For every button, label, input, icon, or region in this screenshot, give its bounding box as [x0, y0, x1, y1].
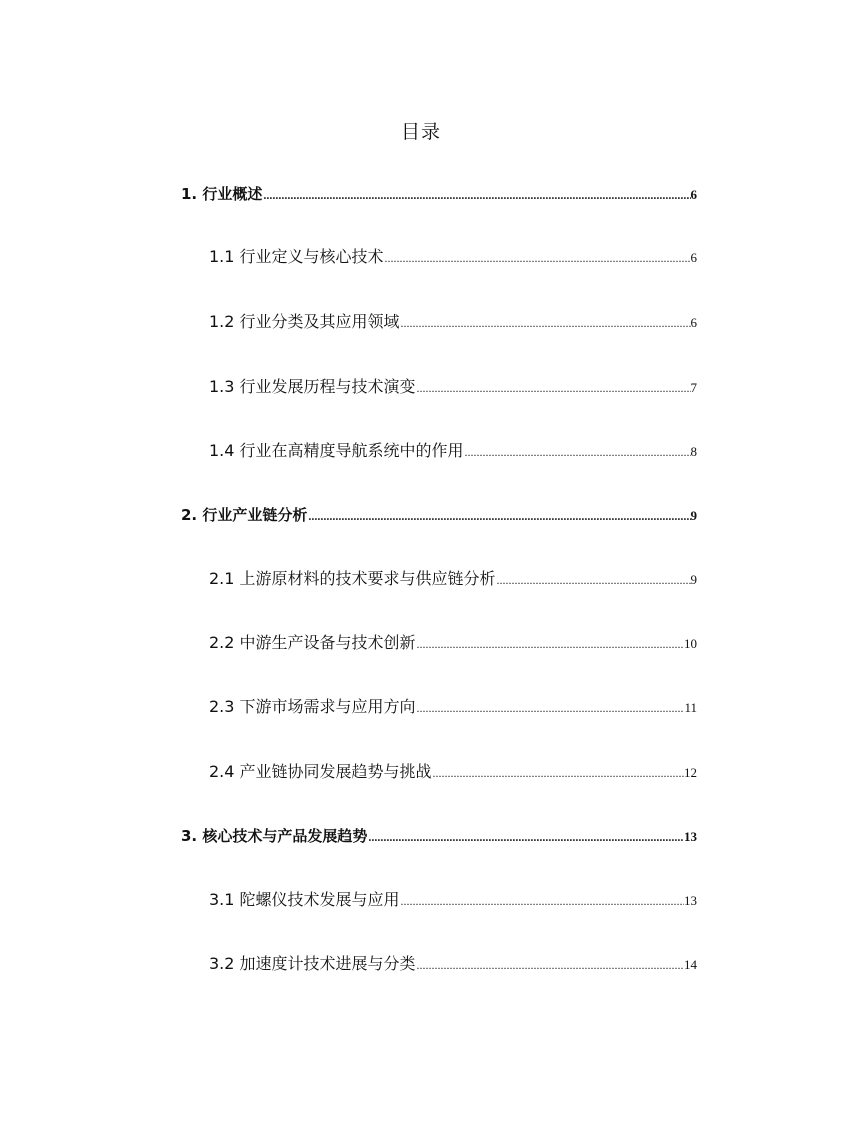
toc-entry-text: 2.2 中游生产设备与技术创新 — [209, 633, 416, 652]
toc-entry-text: 2.1 上游原材料的技术要求与供应链分析 — [209, 569, 496, 588]
toc-entry-2[interactable] — [181, 503, 697, 527]
toc-page-number: 12 — [684, 765, 697, 780]
toc-entry-text: 3. 核心技术与产品发展趋势 — [181, 827, 368, 845]
toc-page-number: 6 — [690, 315, 697, 330]
toc-entry-1-2[interactable] — [209, 310, 697, 334]
toc-page-number: 10 — [684, 636, 697, 651]
toc-entry-text: 2.3 下游市场需求与应用方向 — [209, 697, 416, 716]
toc-entry-text: 2.4 产业链协同发展趋势与挑战 — [209, 762, 432, 781]
toc-entry-2-4[interactable] — [209, 760, 697, 784]
toc-entry-3[interactable] — [181, 824, 697, 848]
toc-dot-leader — [417, 696, 685, 720]
toc-dot-leader — [497, 568, 691, 592]
toc-dot-leader — [385, 246, 691, 270]
toc-entry-3-1[interactable] — [209, 888, 697, 912]
toc-entry-1-4[interactable] — [209, 439, 697, 463]
toc-entry-text: 1. 行业概述 — [181, 185, 263, 203]
toc-entry-text: 3.1 陀螺仪技术发展与应用 — [209, 890, 400, 909]
toc-page-number: 11 — [684, 700, 697, 715]
toc-page-number: 9 — [690, 572, 697, 587]
toc-dot-leader — [417, 376, 691, 400]
toc-dot-leader — [465, 440, 691, 464]
toc-page-number: 8 — [690, 444, 697, 459]
page-title: 目录 — [400, 121, 441, 143]
toc-entry-2-2[interactable] — [209, 631, 697, 655]
toc-page-number: 14 — [684, 957, 697, 972]
toc-entry-text: 1.4 行业在高精度导航系统中的作用 — [209, 441, 464, 460]
toc-page-number: 13 — [684, 893, 697, 908]
toc-entry-text: 1.2 行业分类及其应用领域 — [209, 312, 400, 331]
toc-page-number: 7 — [690, 380, 697, 395]
toc-entry-1-3[interactable] — [209, 375, 697, 399]
toc-page-number: 6 — [690, 250, 697, 265]
toc-entry-text: 3.2 加速度计技术进展与分类 — [209, 954, 416, 973]
toc-entry-2-3[interactable] — [209, 695, 697, 719]
toc-entry-text: 1.3 行业发展历程与技术演变 — [209, 377, 416, 396]
toc-entry-1[interactable] — [181, 182, 697, 206]
toc-page-number: 9 — [690, 508, 697, 523]
toc-entry-text: 1.1 行业定义与核心技术 — [209, 247, 384, 266]
toc-dot-leader — [368, 825, 684, 849]
toc-dot-leader — [433, 761, 684, 785]
toc-entry-1-1[interactable] — [209, 245, 697, 269]
toc-entry-3-2[interactable] — [209, 952, 697, 976]
toc-dot-leader — [308, 504, 690, 528]
toc-page-number: 6 — [690, 187, 697, 202]
toc-entry-2-1[interactable] — [209, 567, 697, 591]
toc-page-number: 13 — [684, 829, 697, 844]
toc-dot-leader — [401, 889, 684, 913]
toc-dot-leader — [417, 632, 684, 656]
toc-dot-leader — [417, 953, 684, 977]
toc-dot-leader — [401, 311, 691, 335]
toc-entry-text: 2. 行业产业链分析 — [181, 506, 308, 524]
toc-dot-leader — [263, 183, 690, 207]
